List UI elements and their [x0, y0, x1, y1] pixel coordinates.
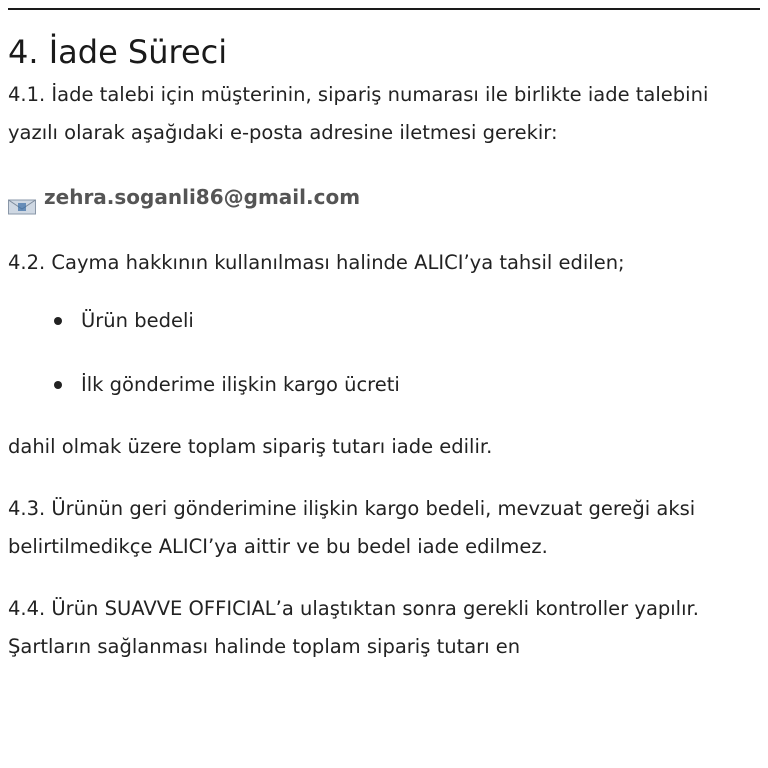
- document-body: [8, 28, 760, 666]
- list-item-label: İlk gönderime ilişkin kargo ücreti: [81, 373, 400, 396]
- list-item-label: Ürün bedeli: [81, 309, 194, 332]
- list-item: [8, 366, 760, 404]
- email-row: [8, 178, 760, 216]
- paragraph-4-2: 4.2. Cayma hakkının kullanılması halinde ALICI’ya tahsil edilen;: [8, 251, 625, 274]
- list-item: [8, 302, 760, 340]
- bullet-icon: [54, 317, 62, 325]
- refund-items-list: [8, 302, 760, 404]
- section-title: 4. İade Süreci: [8, 33, 228, 71]
- envelope-icon: [8, 189, 36, 205]
- paragraph-4-1: 4.1. İade talebi için müşterinin, sipariş numarası ile birlikte iade talebini yazılı olarak aşağıdaki e-posta adresine iletmesi gerekir:: [8, 83, 709, 144]
- email-address[interactable]: zehra.soganli86@gmail.com: [44, 185, 361, 209]
- top-divider: [8, 8, 760, 10]
- bullet-icon: [54, 381, 62, 389]
- paragraph-4-4: 4.4. Ürün SUAVVE OFFICIAL’a ulaştıktan sonra gerekli kontroller yapılır. Şartların sağlanması halinde toplam sipariş tutarı en: [8, 597, 699, 658]
- paragraph-summary: dahil olmak üzere toplam sipariş tutarı iade edilir.: [8, 435, 493, 458]
- paragraph-4-3: 4.3. Ürünün geri gönderimine ilişkin kargo bedeli, mevzuat gereği aksi belirtilmedikçe ALICI’ya aittir ve bu bedel iade edilmez.: [8, 497, 696, 558]
